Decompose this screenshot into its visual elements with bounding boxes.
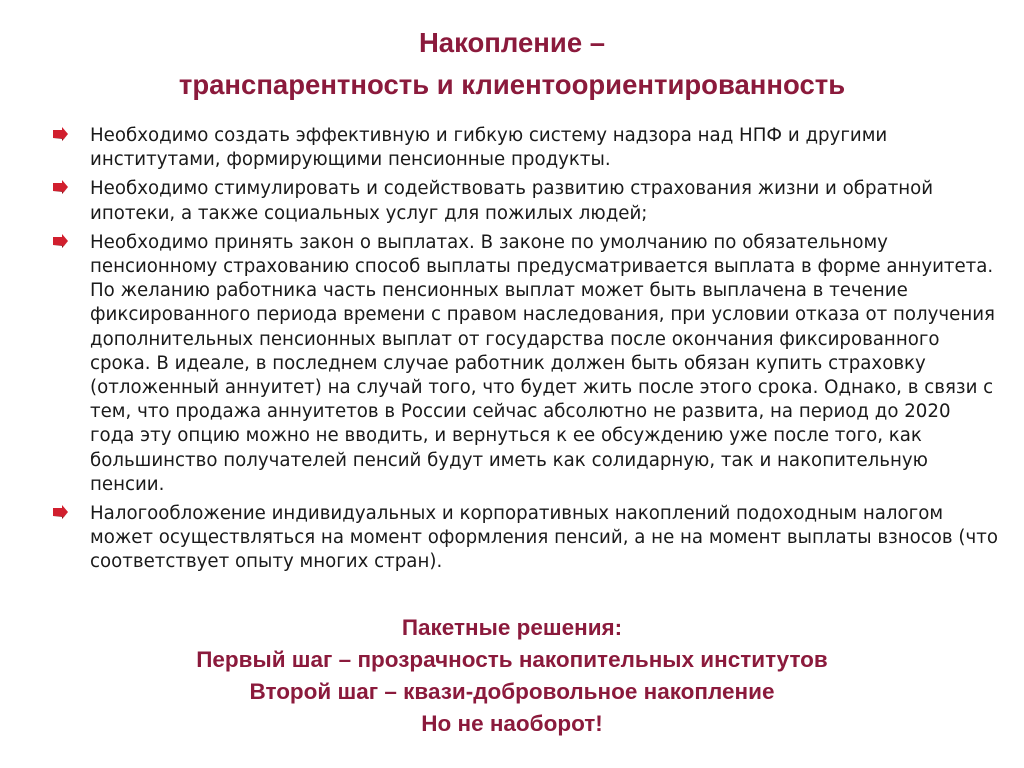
bullet-list xyxy=(48,124,1000,580)
package-solutions xyxy=(0,612,1024,740)
title-line-1: Накопление – xyxy=(418,27,606,58)
red-arrow-bullet-icon xyxy=(52,127,68,143)
footer-line-1: Пакетные решения: xyxy=(401,615,623,640)
red-arrow-bullet-icon xyxy=(52,234,68,250)
slide-title xyxy=(0,22,1024,106)
footer-line-2: Первый шаг – прозрачность накопительных институтов xyxy=(196,647,828,672)
footer-line-4: Но не наоборот! xyxy=(421,711,603,736)
bullet-text-3: Необходимо принять закон о выплатах. В законе по умолчанию по обязательному пенсионному страхованию способ выплаты предусматривается выплата в форме аннуитета. По желанию работника часть пенсионных выплат может быть выплачена в течение фиксированного периода времени с правом наследования, при условии отказа от получения дополнительных пенсионных выплат от государства после окончания фиксированного срока. В идеале, в последнем случае работник должен быть обязан купить страховку (отложенный аннуитет) на случай того, что будет жить после этого срока. Однако, в связи с тем, что продажа аннуитетов в России сейчас абсолютно не развита, на период до 2020 года эту опцию можно не вводить, и вернуться к ее обсуждению уже после того, как большинство получателей пенсий будут иметь как солидарную, так и накопительную пенсии. xyxy=(90,231,995,495)
bullet-item-3 xyxy=(48,231,1000,497)
bullet-text-4: Налогообложение индивидуальных и корпоративных накоплений подоходным налогом может осуществляться на момент оформления пенсий, а не на момент выплаты взносов (что соответствует опыту многих стран). xyxy=(90,503,998,573)
bullet-text-1: Необходимо создать эффективную и гибкую систему надзора над НПФ и другими институтами, формирующими пенсионные продукты. xyxy=(90,125,888,171)
red-arrow-bullet-icon xyxy=(52,505,68,521)
bullet-item-1 xyxy=(48,124,1000,172)
title-line-2: транспарентность и клиентоориентированность xyxy=(178,69,846,100)
bullet-item-2 xyxy=(48,177,1000,225)
bullet-item-4 xyxy=(48,502,1000,575)
footer-line-3: Второй шаг – квази-добровольное накопление xyxy=(249,679,775,704)
bullet-text-2: Необходимо стимулировать и содействовать развитию страхования жизни и обратной ипотеки, а также социальных услуг для пожилых людей; xyxy=(90,178,934,224)
red-arrow-bullet-icon xyxy=(52,180,68,196)
